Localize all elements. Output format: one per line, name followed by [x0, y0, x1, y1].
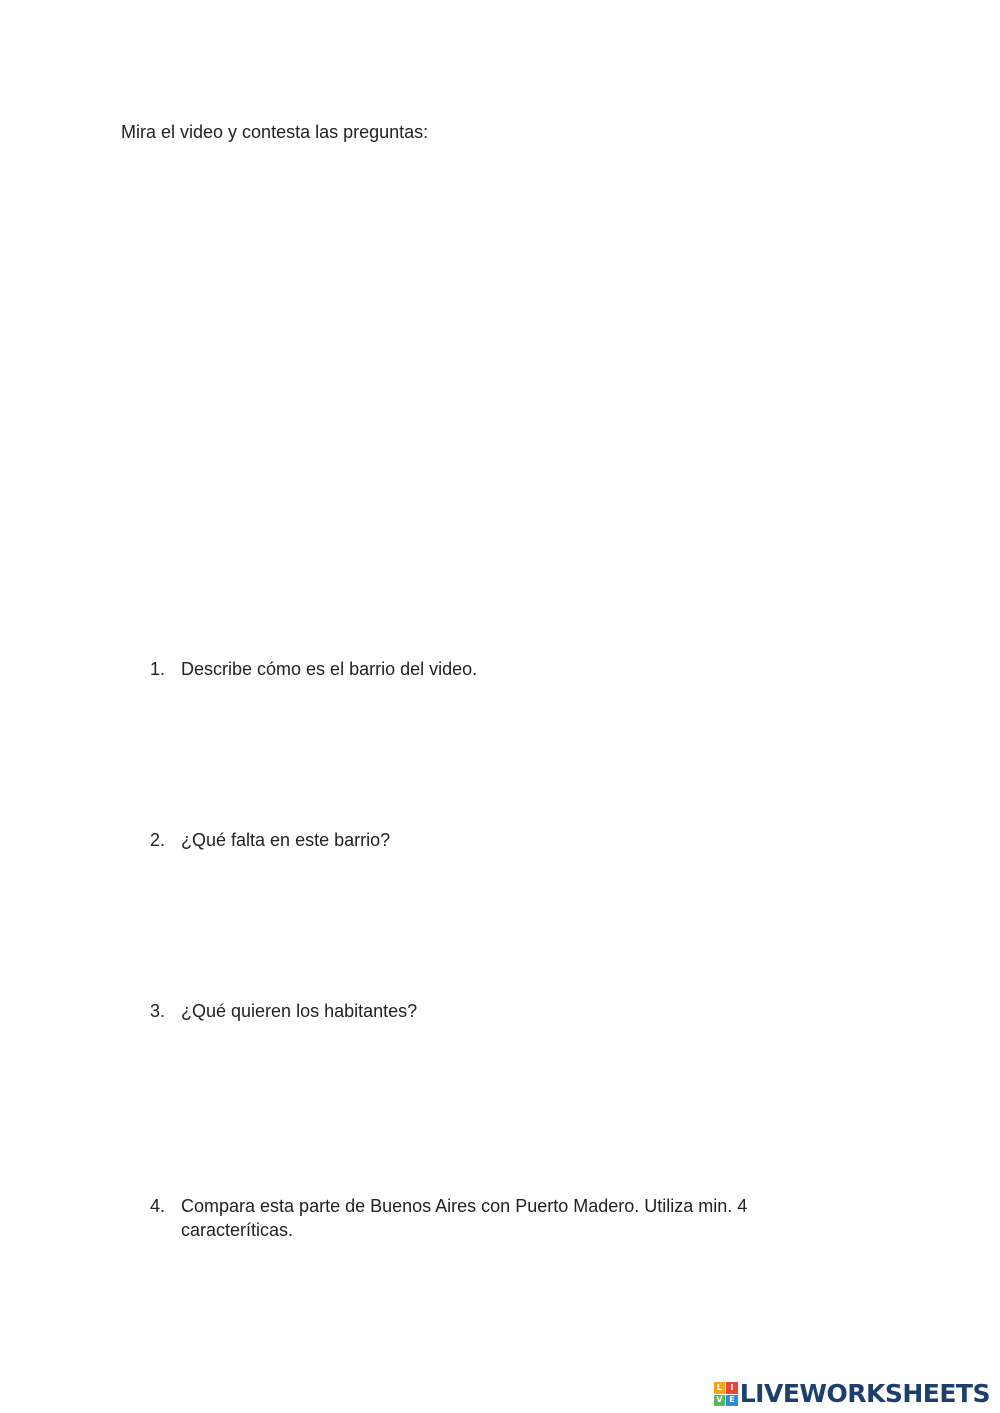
liveworksheets-logo [714, 1380, 990, 1408]
question-number: 4. [150, 1196, 166, 1216]
logo-mark-icon [714, 1382, 738, 1406]
question-text: ¿Qué falta en este barrio? [181, 830, 391, 850]
question-text: Describe cómo es el barrio del video. [181, 659, 478, 679]
question-2 [150, 828, 790, 852]
question-4 [150, 1194, 790, 1242]
question-1 [150, 657, 790, 681]
logo-cell: L [714, 1382, 726, 1394]
logo-cell: E [726, 1395, 738, 1407]
question-text: ¿Qué quieren los habitantes? [181, 1001, 418, 1021]
instructions-text: Mira el video y contesta las preguntas: [121, 122, 429, 142]
logo-cell: I [726, 1382, 738, 1394]
question-number: 3. [150, 1001, 166, 1021]
question-number: 2. [150, 830, 166, 850]
question-number: 1. [150, 659, 166, 679]
logo-wordmark: LIVEWORKSHEETS [739, 1379, 990, 1408]
question-text: Compara esta parte de Buenos Aires con Puerto Madero. Utiliza min. 4 caracteríticas. [181, 1196, 748, 1240]
question-3 [150, 999, 790, 1023]
logo-cell: V [714, 1395, 726, 1407]
